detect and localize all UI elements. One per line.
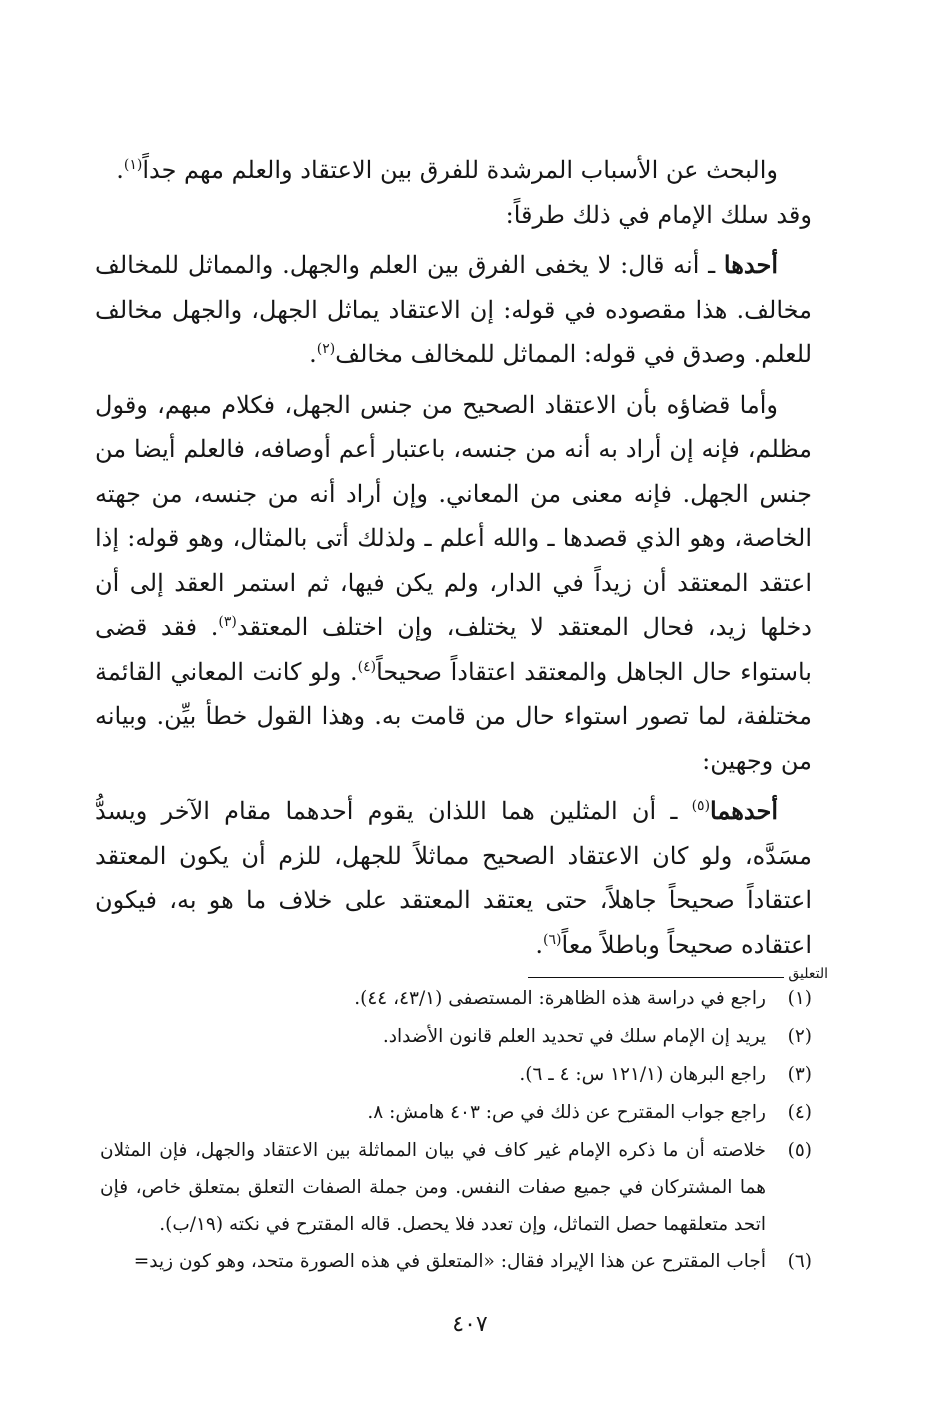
footnote-ref: (٢): [316, 341, 336, 357]
paragraph: [95, 193, 812, 238]
punctuation: .: [309, 340, 317, 368]
footnote-text: أجاب المقترح عن هذا الإيراد فقال: «المتعلق في هذه الصورة متحد، وهو كون زيد=: [133, 1251, 766, 1272]
footnote-text: خلاصته أن ما ذكره الإمام غير كاف في بيان المماثلة بين الاعتقاد والجهل، فإن المثلان هما المشتركان في جميع صفات النفس. ومن جملة الصفات التعلق بمتعلق خاص، فإن اتحد متعلقهما حصل التماثل، وإن تعدد فلا يحصل. قاله المقترح في نكته (١٩/ب).: [100, 1140, 766, 1235]
footnote-number: (٤): [787, 1102, 812, 1123]
footnote-number: (٥): [787, 1140, 812, 1161]
footnote-ref: (٣): [218, 614, 237, 630]
paragraph-text: وقد سلك الإمام في ذلك طرقاً:: [505, 200, 812, 229]
paragraph-text: والبحث عن الأسباب المرشدة للفرق بين الاعتقاد والعلم مهم جداً: [142, 156, 778, 184]
footnote-text: راجع البرهان (١٢١/١ س: ٤ ـ ٦).: [519, 1064, 766, 1085]
main-text: [95, 148, 812, 967]
footnote-text: راجع جواب المقترح عن ذلك في ص: ٤٠٣ هامش: ٨.: [367, 1102, 766, 1123]
lead-word: أحدها: [723, 250, 778, 279]
footnote: [100, 1132, 812, 1243]
paragraph-text: . ولو كانت المعاني القائمة مختلفة، لما تصور استواء حال من قامت به. وهذا القول خطأ بيِّن. وبيانه من وجهين:: [95, 657, 812, 775]
paragraph-text: ـ أنه قال: لا يخفى الفرق بين العلم والجهل. والمماثل للمخالف مخالف. هذا مقصوده في قوله: إن الاعتقاد يماثل الجهل، والجهل مخالف للعلم. وصدق في قوله: المماثل للمخالف مخالف: [95, 251, 812, 368]
footnote: [100, 980, 812, 1018]
lead-word: أحدهما: [710, 796, 778, 825]
footnote-ref: (٤): [357, 658, 377, 675]
paragraph: [95, 243, 812, 377]
footnote-ref: (١): [123, 157, 143, 173]
separator-rule: [528, 977, 784, 978]
footnote-text: راجع في دراسة هذه الظاهرة: المستصفى (٤٣/١، ٤٤).: [354, 988, 766, 1009]
footnote-text: يريد إن الإمام سلك في تحديد العلم قانون الأضداد.: [382, 1026, 766, 1047]
paragraph-text: . فقد قضى باستواء حال الجاهل والمعتقد اعتقاداً صحيحاً: [95, 613, 812, 686]
paragraph-text: وأما قضاؤه بأن الاعتقاد الصحيح من جنس الجهل، فكلام مبهم، وقول مظلم، فإنه إن أراد به أنه من جنسه، باعتبار أعم أوصافه، فالعلم أيضا من جنس الجهل. فإنه معنى من المعاني. وإن أراد أنه من جنسه، من جهته الخاصة، وهو الذي قصدها ـ والله أعلم ـ ولذلك أتى بالمثال، وهو قوله: إذا اعتقد المعتقد أن زيداً في الدار، ولم يكن فيها، ثم استمر العقد إلى أن دخلها زيد، فحال المعتقد لا يختلف، وإن اختلف المعتقد: [95, 390, 812, 641]
footnote-separator: [528, 962, 828, 982]
footnote-number: (٣): [787, 1064, 812, 1085]
footnote: [100, 1243, 812, 1281]
paragraph: [95, 148, 812, 193]
punctuation: .: [116, 156, 124, 184]
footnote-ref: (٦): [543, 931, 562, 948]
footnote: [100, 1056, 812, 1094]
paragraph: [95, 383, 812, 784]
footnotes: [100, 980, 812, 1281]
footnote-number: (١): [787, 988, 812, 1009]
footnote-number: (٢): [787, 1026, 812, 1047]
footnote: [100, 1018, 812, 1056]
footnote: [100, 1094, 812, 1132]
paragraph-text: ـ أن المثلين هما اللذان يقوم أحدهما مقام الآخر ويسدُّ مسَدَّه، ولو كان الاعتقاد الصحيح مماثلاً للجهل، للزم أن يكون المعتقد اعتقاداً صحيحاً جاهلاً، حتى يعتقد المعتقد على خلاف ما هو به، فيكون اعتقاده صحيحاً وباطلاً معاً: [95, 797, 812, 959]
footnote-ref: (٥): [691, 798, 711, 814]
page-number: ٤٠٧: [452, 1312, 488, 1337]
footnotes-label: التعليق: [788, 966, 828, 982]
paragraph: [95, 789, 812, 967]
footnote-number: (٦): [787, 1251, 812, 1272]
punctuation: .: [535, 930, 544, 959]
